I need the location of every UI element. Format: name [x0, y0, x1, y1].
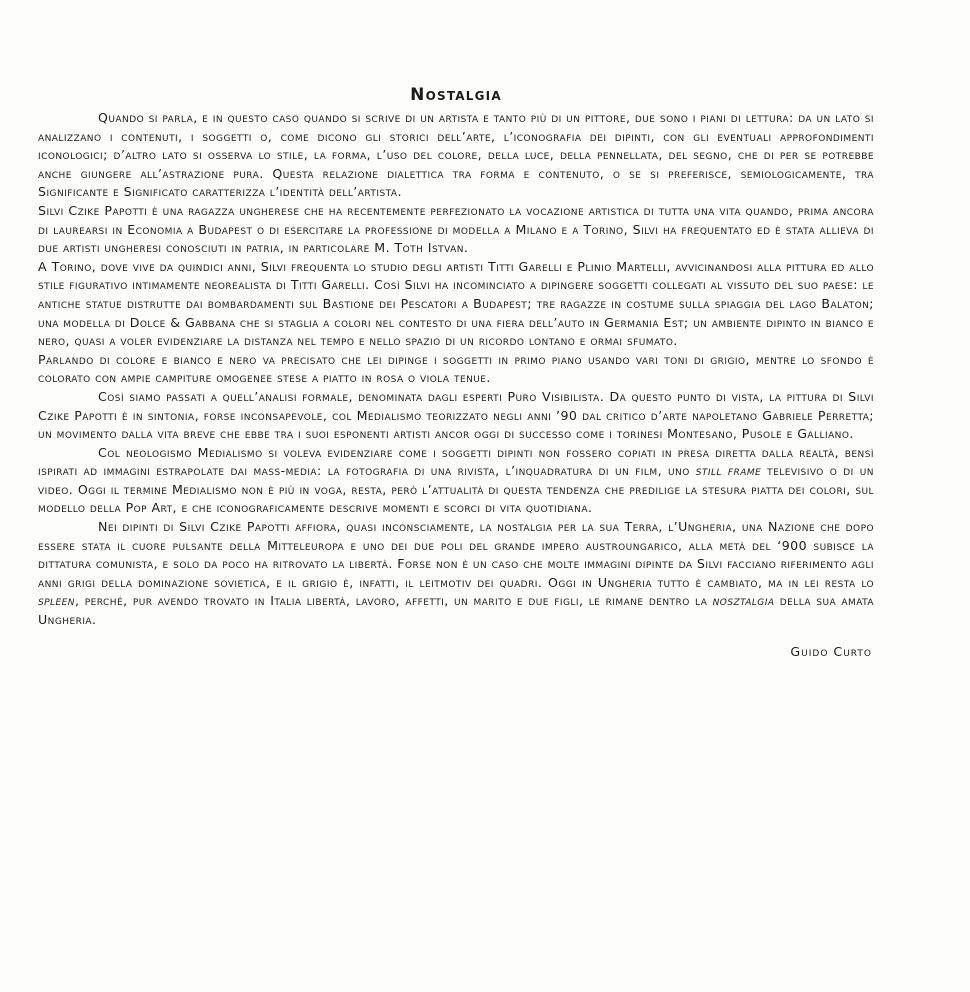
- paragraph-text: , perché, pur avendo trovato in Italia libertà, lavoro, affetti, un marito e due figli, le rimane dentro la: [74, 593, 713, 609]
- paragraph: [38, 518, 874, 630]
- paragraph-text: Così siamo passati a quell’analisi formale, denominata dagli esperti Puro Visibilista. Da questo punto di vista, la pittura di Silvi Czike Papotti è in sintonia, forse inconsapevole, col Medialismo teorizzato negli anni ’90 dal critico d’arte napoletano Gabriele Perretta; un movimento dalla vita breve che ebbe tra i suoi esponenti artisti ancor oggi di successo come i torinesi Montesano, Pusole e Galliano.: [38, 388, 874, 442]
- paragraph-text: Silvi Czike Papotti è una ragazza ungherese che ha recentemente perfezionato la vocazione artistica di tutta una vita quando, prima ancora di laurearsi in Economia a Budapest o di esercitare la professione di modella a Milano e a Torino, Silvi ha frequentato ed è stata allieva di due artisti ungheresi conosciuti in patria, in particolare M. Toth Istvan.: [38, 202, 874, 256]
- paragraph-text: televisivo o di un video. Oggi il termine Medialismo non è più in voga, resta, però l’attualità di questa tendenza che predilige la stesura piatta dei colori, sul modello della Pop Art, e che iconograficamente descrive momenti e scorci di vita quotidiana.: [38, 463, 874, 516]
- paragraph: [38, 109, 874, 202]
- paragraph: [38, 444, 874, 518]
- paragraph: [38, 202, 874, 258]
- author-signature: Guido Curto: [790, 643, 872, 659]
- paragraph: [38, 388, 874, 444]
- paragraph-text: Col neologismo Medialismo si voleva evidenziare come i soggetti dipinti non fossero copiati in presa diretta dalla realtà, bensì ispirati ad immagini estrapolate dai mass-media: la fotografia di una rivista, l’inquadratura di un film, uno: [38, 444, 874, 479]
- emphasized-text: spleen: [38, 593, 75, 609]
- paragraph: [38, 351, 874, 388]
- paragraph-text: Quando si parla, e in questo caso quando si scrive di un artista e tanto più di un pittore, due sono i piani di lettura: da un lato si analizzano i contenuti, i soggetti o, come dicono gli storici dell’arte, l’iconografia dei dipinti, con gli eventuali approfondimenti iconologici; d’altro lato si osserva lo stile, la forma, l’uso del colore, della luce, della pennellata, del segno, che di per se potrebbe anche giungere all’astrazione pura. Questa relazione dialettica tra forma e contenuto, o se si preferisce, semiologicamente, tra Significante e Significato caratterizza l’identità dell’artista.: [38, 110, 874, 200]
- paragraph: [38, 258, 874, 351]
- emphasized-text: still frame: [695, 463, 762, 479]
- document-page: [38, 84, 874, 659]
- emphasized-text: nosztalgia: [712, 593, 775, 609]
- document-body: [38, 109, 874, 630]
- document-title: Nostalgia: [410, 85, 502, 105]
- paragraph-text: Nei dipinti di Silvi Czike Papotti affiora, quasi inconsciamente, la nostalgia per la sua Terra, l’Ungheria, una Nazione che dopo essere stata il cuore pulsante della Mitteleuropa e uno dei due poli del grande impero austroungarico, alla metà del ‘900 subisce la dittatura comunista, e solo da poco ha ritrovato la libertà. Forse non è un caso che molte immagini dipinte da Silvi facciano riferimento agli anni grigi della dominazione sovietica, e il grigio è, infatti, il leitmotiv dei quadri. Oggi in Ungheria tutto è cambiato, ma in lei resta lo: [38, 519, 874, 590]
- paragraph-text: della sua amata Ungheria.: [38, 593, 874, 628]
- paragraph-text: Parlando di colore e bianco e nero va precisato che lei dipinge i soggetti in primo piano usando vari toni di grigio, mentre lo sfondo è colorato con ampie campiture omogenee stese a piatto in rosa o viola tenue.: [38, 351, 874, 386]
- paragraph-text: A Torino, dove vive da quindici anni, Silvi frequenta lo studio degli artisti Titti Garelli e Plinio Martelli, avvicinandosi alla pittura ed allo stile figurativo intimamente neorealista di Titti Garelli. Così Silvi ha incominciato a dipingere soggetti collegati al vissuto del suo paese: le antiche statue distrutte dai bombardamenti sul Bastione dei Pescatori a Budapest; tre ragazze in costume sulla spiaggia del lago Balaton; una modella di Dolce & Gabbana che si staglia a colori nel contesto di una fiera dell’auto in Germania Est; un ambiente dipinto in bianco e nero, quasi a voler evidenziare la distanza nel tempo e nello spazio di un ricordo lontano e ormai sfumato.: [38, 258, 874, 349]
